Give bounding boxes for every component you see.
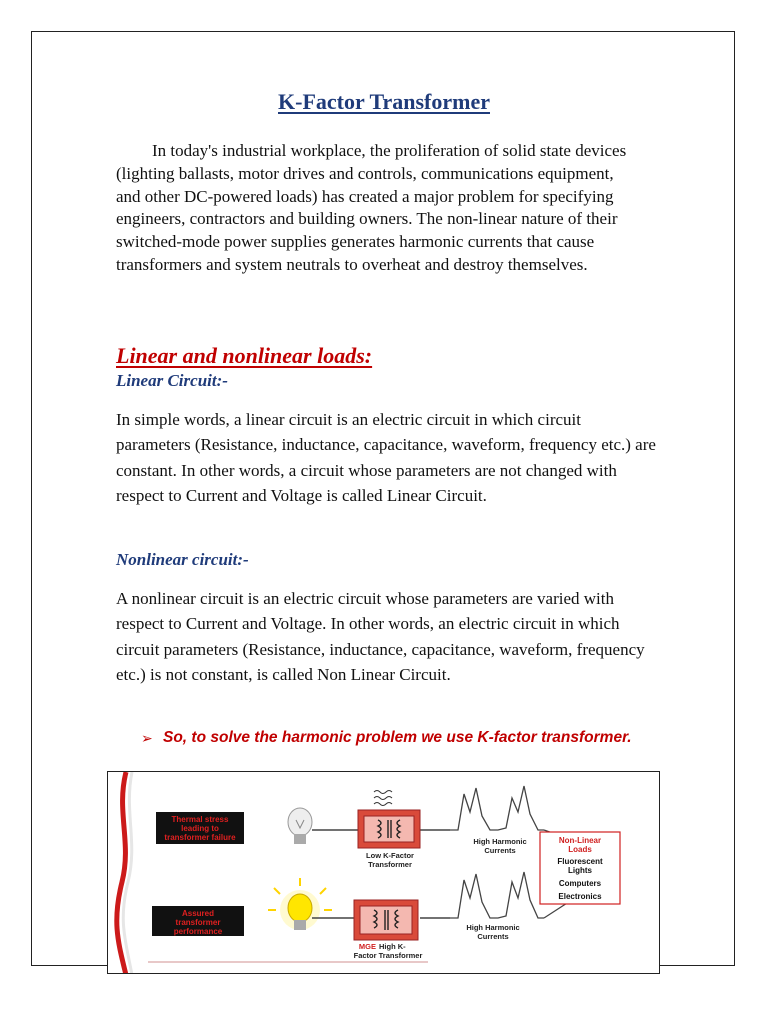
nonlinear-loads-box	[540, 832, 620, 904]
svg-text:Factor Transformer: Factor Transformer	[353, 951, 423, 960]
svg-text:Transformer: Transformer	[368, 860, 412, 869]
bullet-note: ➢ So, to solve the harmonic problem we use K-factor transformer.	[141, 727, 641, 750]
heat-icon	[374, 791, 392, 806]
svg-text:leading to: leading to	[181, 824, 219, 833]
section-heading: Linear and nonlinear loads:	[116, 343, 373, 368]
svg-text:Fluorescent: Fluorescent	[557, 857, 603, 866]
svg-text:Lights: Lights	[568, 866, 592, 875]
harmonic-waveform-top	[450, 786, 544, 830]
svg-text:Currents: Currents	[477, 932, 509, 941]
document-title: K-Factor Transformer	[278, 89, 490, 114]
nonlinear-circuit-paragraph: A nonlinear circuit is an electric circuit whose parameters are varied with respect to Current and Voltage. In other words, an electric circuit in which circuit parameters (Resistance, inductance, capacitance, waveform, frequency etc.) is not constant, is called Non Linear Circuit.	[116, 589, 645, 684]
high-k-transformer-icon	[354, 900, 418, 940]
k-factor-figure	[107, 771, 660, 974]
svg-text:Computers: Computers	[558, 879, 602, 888]
svg-text:Assured: Assured	[181, 909, 215, 918]
thermal-stress-caption	[156, 812, 244, 844]
svg-text:Thermal stress: Thermal stress	[171, 815, 229, 824]
linear-circuit-heading: Linear Circuit:-	[116, 371, 228, 390]
linear-circuit-paragraph: In simple words, a linear circuit is an electric circuit in which circuit parameters (Resistance, inductance, capacitance, waveform, frequency etc.) are constant. In other words, a circuit whose parameters are not changed with respect to Current and Voltage is called Linear Circuit.	[116, 410, 656, 505]
svg-text:transformer: transformer	[175, 918, 221, 927]
svg-text:Electronics: Electronics	[558, 892, 602, 901]
bright-bulb-icon	[268, 878, 332, 930]
svg-text:Loads: Loads	[568, 845, 592, 854]
dim-bulb-icon	[288, 808, 312, 844]
svg-text:High Harmonic: High Harmonic	[473, 837, 527, 846]
svg-text:MGE: MGE	[358, 942, 376, 951]
svg-text:High Harmonic: High Harmonic	[466, 923, 520, 932]
harmonic-waveform-bottom	[450, 872, 544, 918]
svg-text:Low K-Factor: Low K-Factor	[366, 851, 414, 860]
svg-text:High K-: High K-	[379, 942, 406, 951]
nonlinear-circuit-heading: Nonlinear circuit:-	[116, 550, 249, 569]
svg-text:performance: performance	[173, 927, 223, 936]
assured-performance-caption	[152, 906, 244, 936]
svg-text:Non-Linear: Non-Linear	[558, 836, 602, 845]
intro-paragraph: In today's industrial workplace, the proliferation of solid state devices (lighting ballasts, motor drives and controls, communications equipment, and other DC-powered loads) has created a major problem for specifying engineers, contractors and building owners. The non-linear nature of their switched-mode power supplies generates harmonic currents that cause transformers and system neutrals to overheat and destroy themselves.	[116, 141, 627, 274]
low-k-transformer-icon	[358, 810, 420, 848]
svg-text:Currents: Currents	[484, 846, 516, 855]
svg-text:transformer failure: transformer failure	[164, 833, 236, 842]
arrow-bullet-icon: ➢	[141, 730, 153, 746]
